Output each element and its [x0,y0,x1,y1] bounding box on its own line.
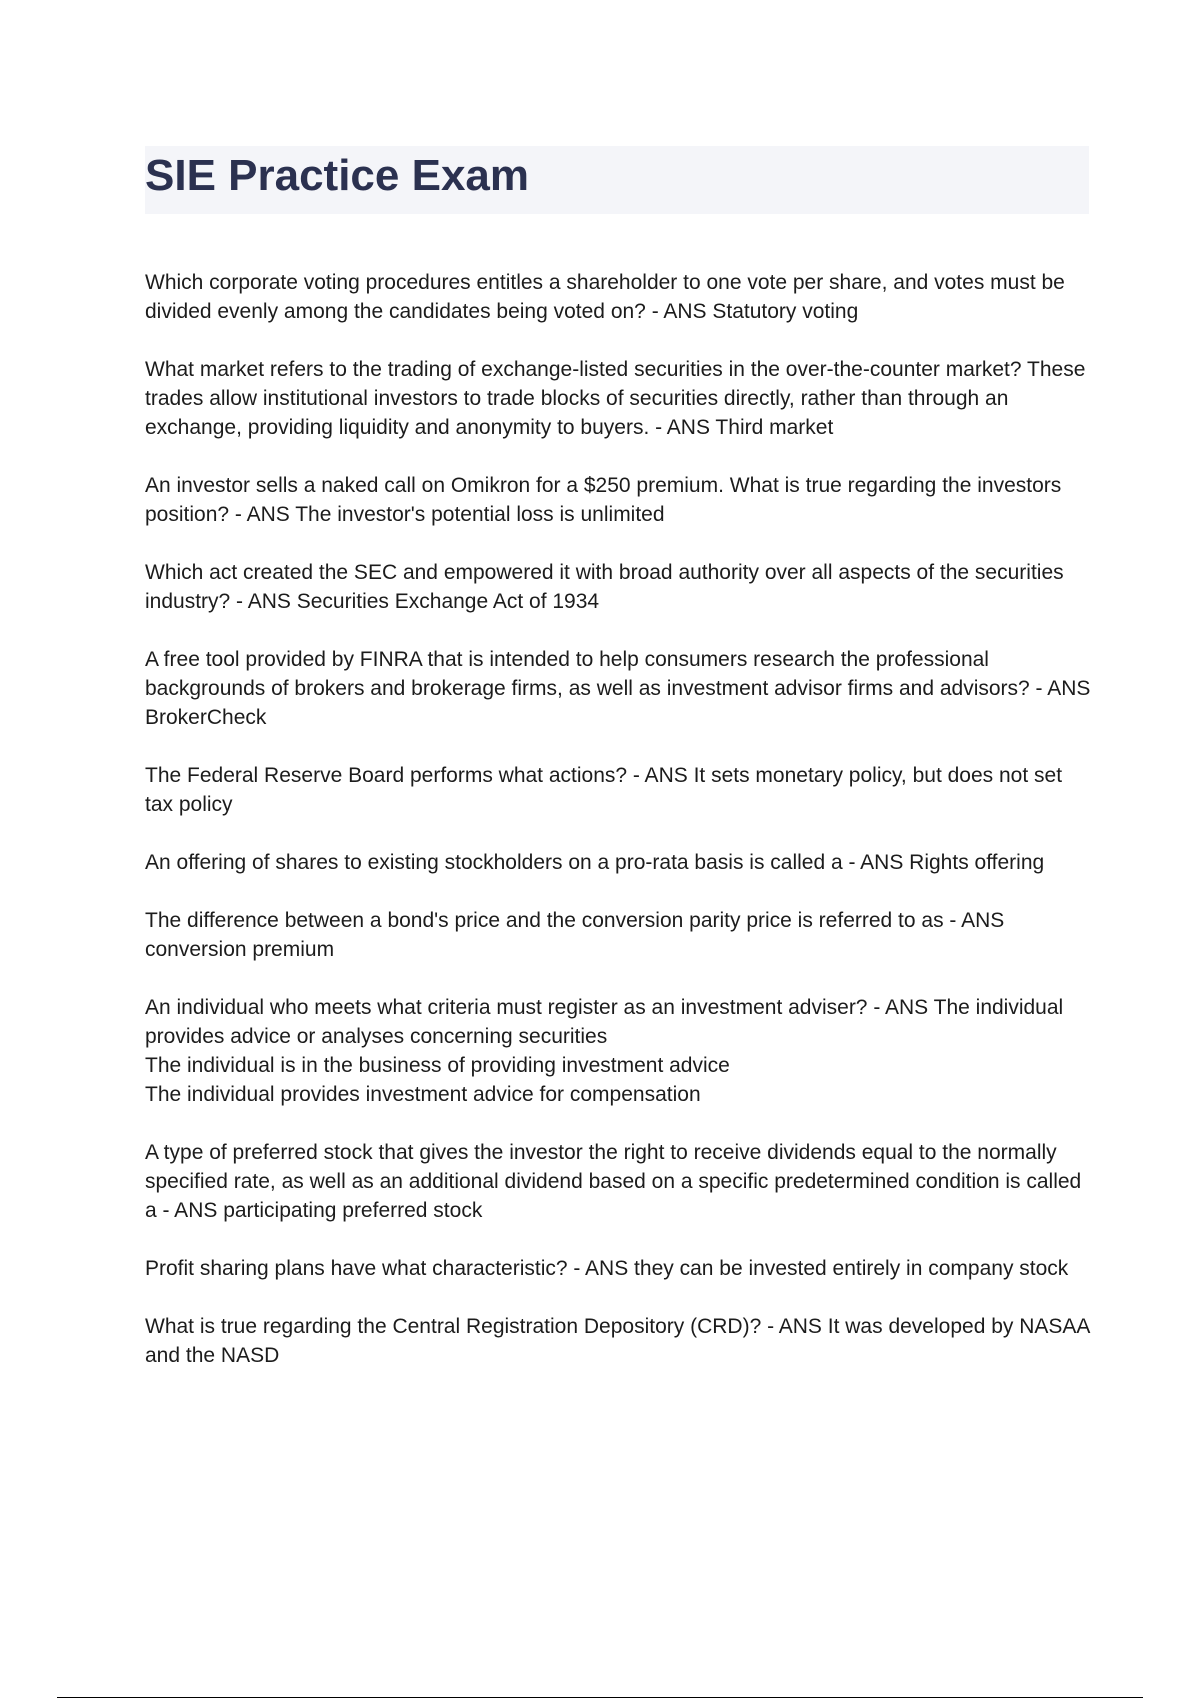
qa-item: The Federal Reserve Board performs what actions? - ANS It sets monetary policy, but does not set tax policy [145,764,1063,816]
qa-item: An investor sells a naked call on Omikron for a $250 premium. What is true regarding the investors position? - ANS The investor's potential loss is unlimited [145,474,1062,526]
qa-item: Which act created the SEC and empowered it with broad authority over all aspects of the securities industry? - ANS Securities Exchange Act of 1934 [145,561,1064,613]
qa-list [145,268,1095,1399]
qa-item: Profit sharing plans have what characteristic? - ANS they can be invested entirely in company stock [145,1257,1069,1280]
qa-item: A free tool provided by FINRA that is intended to help consumers research the professional backgrounds of brokers and brokerage firms, as well as investment advisor firms and advisors? - ANS BrokerCheck [145,648,1091,729]
qa-item: What market refers to the trading of exchange-listed securities in the over-the-counter market? These trades allow institutional investors to trade blocks of securities directly, rather than through an exchange, providing liquidity and anonymity to buyers. - ANS Third market [145,358,1086,439]
title-band [145,146,1089,214]
page-title: SIE Practice Exam [145,151,530,200]
footer-divider [57,1697,1143,1698]
qa-item: A type of preferred stock that gives the investor the right to receive dividends equal to the normally specified rate, as well as an additional dividend based on a specific predetermined condition is called a - ANS participating preferred stock [145,1141,1082,1222]
qa-item: The difference between a bond's price and the conversion parity price is referred to as - ANS conversion premium [145,909,1005,961]
qa-item: Which corporate voting procedures entitles a shareholder to one vote per share, and votes must be divided evenly among the candidates being voted on? - ANS Statutory voting [145,271,1065,323]
qa-item: An individual who meets what criteria must register as an investment adviser? - ANS The individual provides advice or analyses concerning securities The individual is in the business of providing investment advice The individual provides investment advice for compensation [145,996,1064,1106]
qa-item: What is true regarding the Central Registration Depository (CRD)? - ANS It was developed by NASAA and the NASD [145,1315,1090,1367]
qa-item: An offering of shares to existing stockholders on a pro-rata basis is called a - ANS Rights offering [145,851,1045,874]
